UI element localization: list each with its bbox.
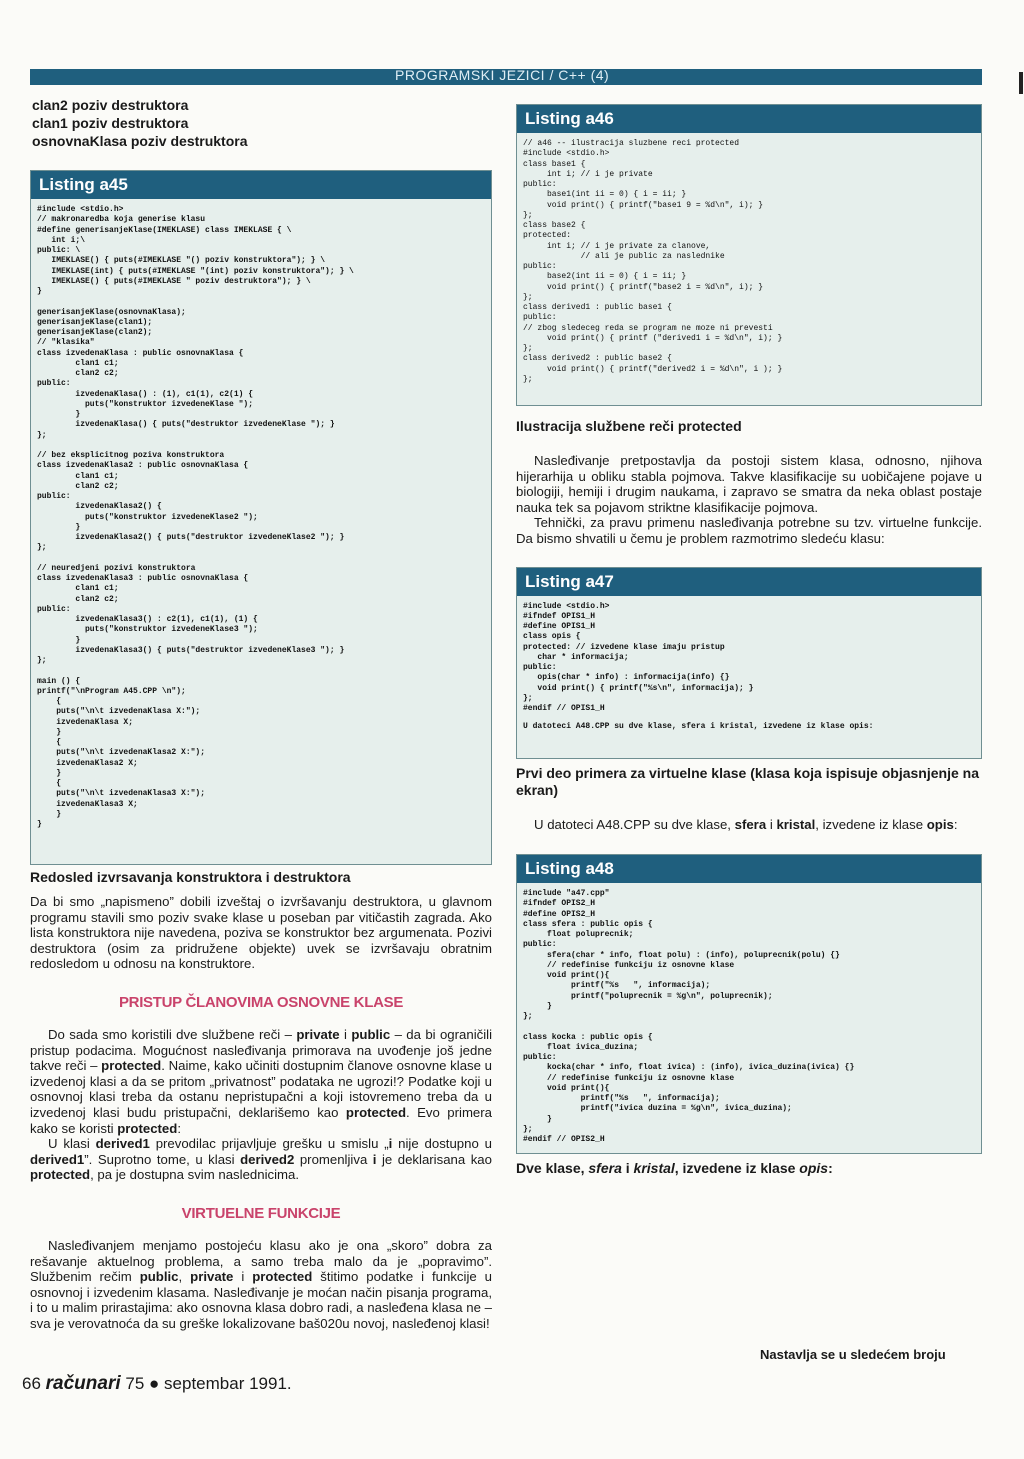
listing-a47 xyxy=(516,567,982,759)
listing-caption: Redosled izvrsavanja konstruktora i destruktora xyxy=(30,869,351,885)
section-title: PROGRAMSKI JEZICI / C++ (4) xyxy=(395,67,610,83)
body-paragraph: Do sada smo koristili dve službene reči – private i public – da bi ograničili pristup podacima. Mogućnost nasleđivanja primorava na uvođenje još jedne takve reči – protected. Naime, kako učiniti dostupnim članove osnovne klase u izvedenoj klasi a da se pritom „privatnost” podataka ne ugrozi!? Podatke koji u osnovnoj klasi treba da ostanu nepristupačni a koji istovremeno treba da u izvedenoj klasi budu pristupačni, deklarišemo kao protected. Evo primera kako se koristi protected: xyxy=(30,1026,493,1136)
page-number: 66 xyxy=(22,1374,41,1393)
section-heading: VIRTUELNE FUNKCIJE xyxy=(181,1204,341,1222)
magazine-name: računari xyxy=(45,1373,121,1394)
code-block: #include "a47.cpp" #ifndef OPIS2_H #define OPIS2_H class sfera : public opis { float poluprecnik; public: sfera(char * info, float polu) : (info), poluprecnik(polu) {} // redefinise funkciju iz osnovne klase void print(){ printf("%s ", informacija); printf("poluprecnik = %g\n", poluprecnik); } }; class kocka : public opis { float ivica_duzina; public: kocka(char * info, float ivica) : (info), ivica_duzina(ivica) {} // redefinise funkciju iz osnovne klase void print(){ printf("%s ", informacija); printf("ivica duzina = %g\n", ivica_duzina); } }; #endif // OPIS2_H xyxy=(523,889,855,1145)
body-paragraph: Nasleđivanjem menjamo postojeću klasu ako je ona „skoro” dobra za rešavanje aktuelnog problema, a samo treba malo da je „popravimo”. Službenim rečim public, private i protected štitimo podatke i funkcije u osnovnoj i izvedenim klasama. Nasleđivanje je moćan način pisanja programa, i to u malim prirastajima: ako osnovna klasa dobro radi, a nasleđena klasa ne – sva je verovatnoća da su greške lokalizovane baš020u novoj, nasleđenoj klasi! xyxy=(30,1237,492,1331)
listing-title: Listing a48 xyxy=(517,855,981,883)
intro-lines xyxy=(30,96,492,150)
body-paragraph: U datoteci A48.CPP su dve klase, sfera i kristal, izvedene iz klase opis: xyxy=(534,816,958,832)
listing-a46 xyxy=(516,104,982,406)
issue-date: septembar 1991. xyxy=(164,1374,292,1393)
continued-notice: Nastavlja se u sledećem broju xyxy=(760,1347,946,1362)
listing-title: Listing a45 xyxy=(31,171,491,199)
intro-line: clan2 poziv destruktora xyxy=(32,97,189,113)
intro-line: clan1 poziv destruktora xyxy=(32,115,189,131)
listing-a48 xyxy=(516,854,982,1154)
edge-marker xyxy=(1019,72,1023,94)
section-heading: PRISTUP ČLANOVIMA OSNOVNE KLASE xyxy=(118,993,404,1011)
page-footer xyxy=(22,1373,292,1395)
section-header-bar xyxy=(30,69,982,85)
listing-caption: Dve klase, sfera i kristal, izvedene iz klase opis: xyxy=(516,1160,833,1177)
listing-caption: Ilustracija službene reči protected xyxy=(516,418,742,434)
body-paragraph: U klasi derived1 prevodilac prijavljuje grešku u smislu „i nije dostupno u derived1”. Suprotno tome, u klasi derived2 promenljiva i je deklarisana kao protected, pa je dostupna svim naslednicima. xyxy=(30,1136,492,1183)
right-column xyxy=(516,96,982,1177)
listing-title: Listing a47 xyxy=(517,568,981,596)
code-block: #include <stdio.h> // makronaredba koja generise klasu #define generisanjeKlase(IMEKLASE) class IMEKLASE { \ int i;\ public: \ IMEKLASE() { puts(#IMEKLASE "() poziv konstruktora"); } \ IMEKLASE(int) { puts(#IMEKLASE "(int) poziv konstruktora"); } \ IMEKLASE() { puts(#IMEKLASE " poziv destruktora"); } \ } generisanjeKlase(osnovnaKlasa); generisanjeKlase(clan1); generisanjeKlase(clan2); // "klasika" class izvedenaKlasa : public osnovnaKlasa { clan1 c1; clan2 c2; public: izvedenaKlasa() : (1), c1(1), c2(1) { puts("konstruktor izvedeneKlase "); } izvedenaKlasa() { puts("destruktor izvedeneKlase "); } }; // bez eksplicitnog poziva konstruktora class izvedenaKlasa2 : public osnovnaKlasa { clan1 c1; clan2 c2; public: izvedenaKlasa2() { puts("konstruktor izvedeneKlase2 "); } izvedenaKlasa2() { puts("destruktor izvedeneKlase2 "); } }; // neuredjeni pozivi konstruktora class izvedenaKlasa3 : public osnovnaKlasa { clan1 c1; clan2 c2; public: izvedenaKlasa3() : c2(1), c1(1), (1) { puts("konstruktor izvedeneKlase3 "); } izvedenaKlasa3() { puts("destruktor izvedeneKlase3 "); } }; main () { printf("\nProgram A45.CPP \n"); { puts("\n\t izvedenaKlasa X:"); izvedenaKlasa X; } { puts("\n\t izvedenaKlasa2 X:"); izvedenaKlasa2 X; } { puts("\n\t izvedenaKlasa3 X:"); izvedenaKlasa3 X; } } xyxy=(37,205,354,829)
listing-note: U datoteci A48.CPP su dve klase, sfera i kristal, izvedene iz klase opis: xyxy=(523,722,874,732)
listing-a45 xyxy=(30,170,492,865)
intro-line: osnovnaKlasa poziv destruktora xyxy=(32,133,248,149)
code-block: // a46 -- ilustracija sluzbene reci protected #include <stdio.h> class base1 { int i; // i je private public: base1(int ii = 0) { i = ii; } void print() { printf("base1 9 = %d\n", i); } }; class base2 { protected: int i; // i je private za clanove, // ali je public za naslednike public: base2(int ii = 0) { i = ii; } void print() { printf("base2 i = %d\n", i); } }; class derived1 : public base1 { public: // zbog sledeceg reda se program ne moze ni prevesti void print() { printf ("derived1 i = %d\n", i); } }; class derived2 : public base2 { void print() { printf("derived2 i = %d\n", i ); } }; xyxy=(523,139,783,384)
listing-title: Listing a46 xyxy=(517,105,981,133)
body-paragraph: Da bi smo „napismeno” dobili izveštaj o izvršavanju destruktora, u glavnom programu stavili smo poziv svake klase u poseban par vitičastih zagrada. Ako lista konstruktora nije navedena, poziva se konstruktor bez argumenata. Pozivi destruktora (osim za pridružene objekte) uvek se izvršavaju obratnim redosledom u odnosu na konstruktore. xyxy=(30,894,492,972)
body-paragraph: Tehnički, za pravu primenu nasleđivanja potrebne su tzv. virtuelne funkcije. Da bismo shvatili u čemu je problem razmotrimo sledeću klasu: xyxy=(516,515,982,546)
listing-caption: Prvi deo primera za virtuelne klase (klasa koja ispisuje objasnjenje na ekran) xyxy=(516,764,979,798)
body-paragraph: Nasleđivanje pretpostavlja da postoji sistem klasa, odnosno, njihova hijerarhija u obliku stabla pojmova. Takve klasifikacije su uobičajene poјave u biologiji, hemiji i drugim naukama, i zapravo se smatra da neka oblast postaje nauka tek sa pojavom striktne klasifikacije pojmova. xyxy=(516,453,982,515)
code-block: #include <stdio.h> #ifndef OPIS1_H #define OPIS1_H class opis { protected: // izvedene klase imaju pristup char * informacija; public: opis(char * info) : informacija(info) {} void print() { printf("%s\n", informacija); } }; #endif // OPIS1_H xyxy=(523,601,754,714)
left-column xyxy=(30,96,492,1331)
bullet-separator: ● xyxy=(149,1374,160,1393)
issue-number: 75 xyxy=(125,1374,145,1393)
